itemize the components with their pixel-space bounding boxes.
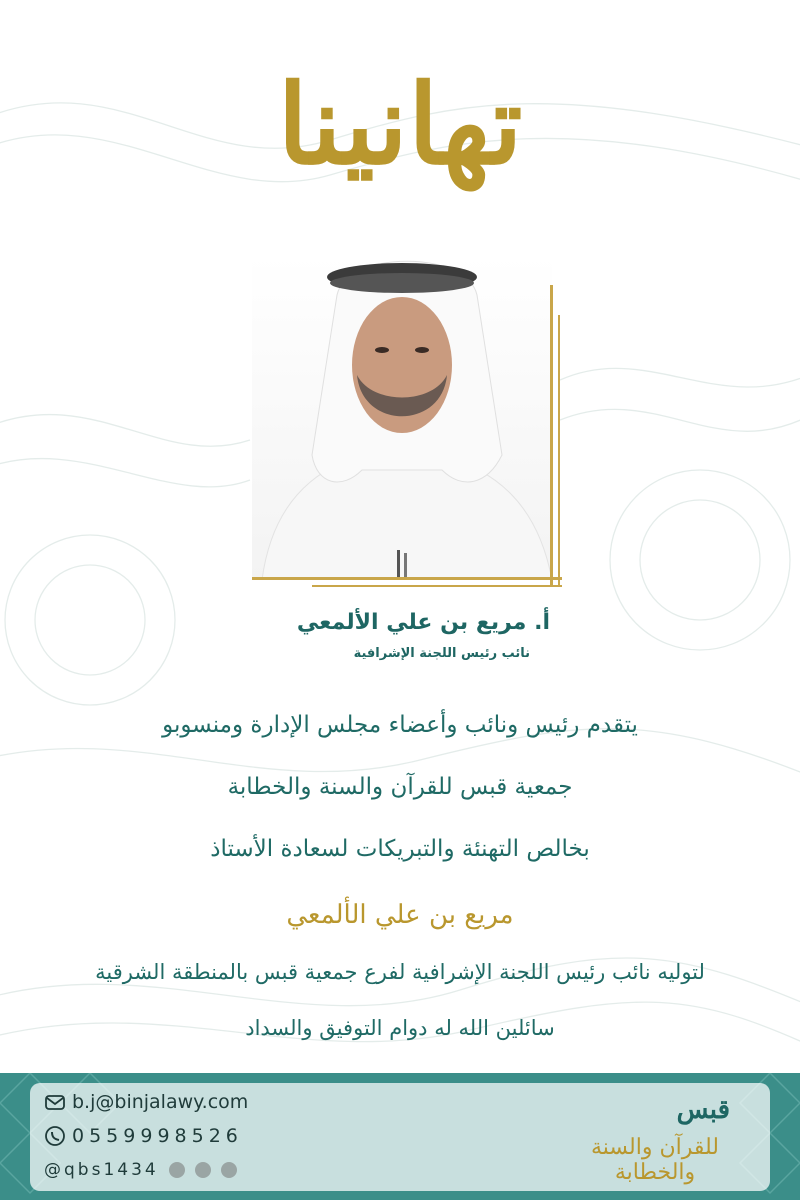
gold-frame-line xyxy=(550,285,553,585)
footer-panel xyxy=(30,1083,770,1191)
phone-text: 0559998526 xyxy=(72,1125,243,1147)
x-icon xyxy=(169,1162,185,1178)
handle-text: @qbs1434 xyxy=(44,1160,159,1180)
association-logo xyxy=(550,1089,760,1185)
person-role: نائب رئيس اللجنة الإشرافية xyxy=(353,646,530,661)
snapchat-icon xyxy=(221,1162,237,1178)
portrait-illustration xyxy=(252,255,552,580)
gold-frame-line xyxy=(558,315,560,585)
closing-line-1: لتوليه نائب رئيس اللجنة الإشرافية لفرع جمعية قبس بالمنطقة الشرقية xyxy=(95,960,705,984)
email-icon xyxy=(44,1091,66,1113)
message-line-3: بخالص التهنئة والتبريكات لسعادة الأستاذ xyxy=(210,836,590,862)
threads-icon xyxy=(195,1162,211,1178)
logo-main-text: قبس xyxy=(676,1095,730,1125)
email-text: b.j@binjalawy.com xyxy=(72,1091,249,1113)
closing-line-2: سائلين الله له دوام التوفيق والسداد xyxy=(245,1016,555,1040)
social-handle[interactable] xyxy=(44,1157,237,1183)
message-line-1: يتقدم رئيس ونائب وأعضاء مجلس الإدارة ومنسوبو xyxy=(162,712,638,738)
gold-frame-line xyxy=(252,577,562,580)
footer xyxy=(0,1073,800,1200)
page-title: تهانينا xyxy=(277,60,523,189)
phone-contact[interactable] xyxy=(44,1123,243,1149)
portrait-photo xyxy=(252,255,552,580)
honoree-name: مريع بن علي الألمعي xyxy=(286,900,514,930)
person-name: أ. مريع بن علي الألمعي xyxy=(296,610,550,635)
portrait-frame xyxy=(252,255,562,585)
email-contact[interactable] xyxy=(44,1089,248,1115)
phone-icon xyxy=(44,1125,66,1147)
message-line-2: جمعية قبس للقرآن والسنة والخطابة xyxy=(227,774,573,800)
logo-sub-text: للقرآن والسنة والخطابة xyxy=(590,1135,719,1185)
gold-frame-line xyxy=(312,585,562,587)
